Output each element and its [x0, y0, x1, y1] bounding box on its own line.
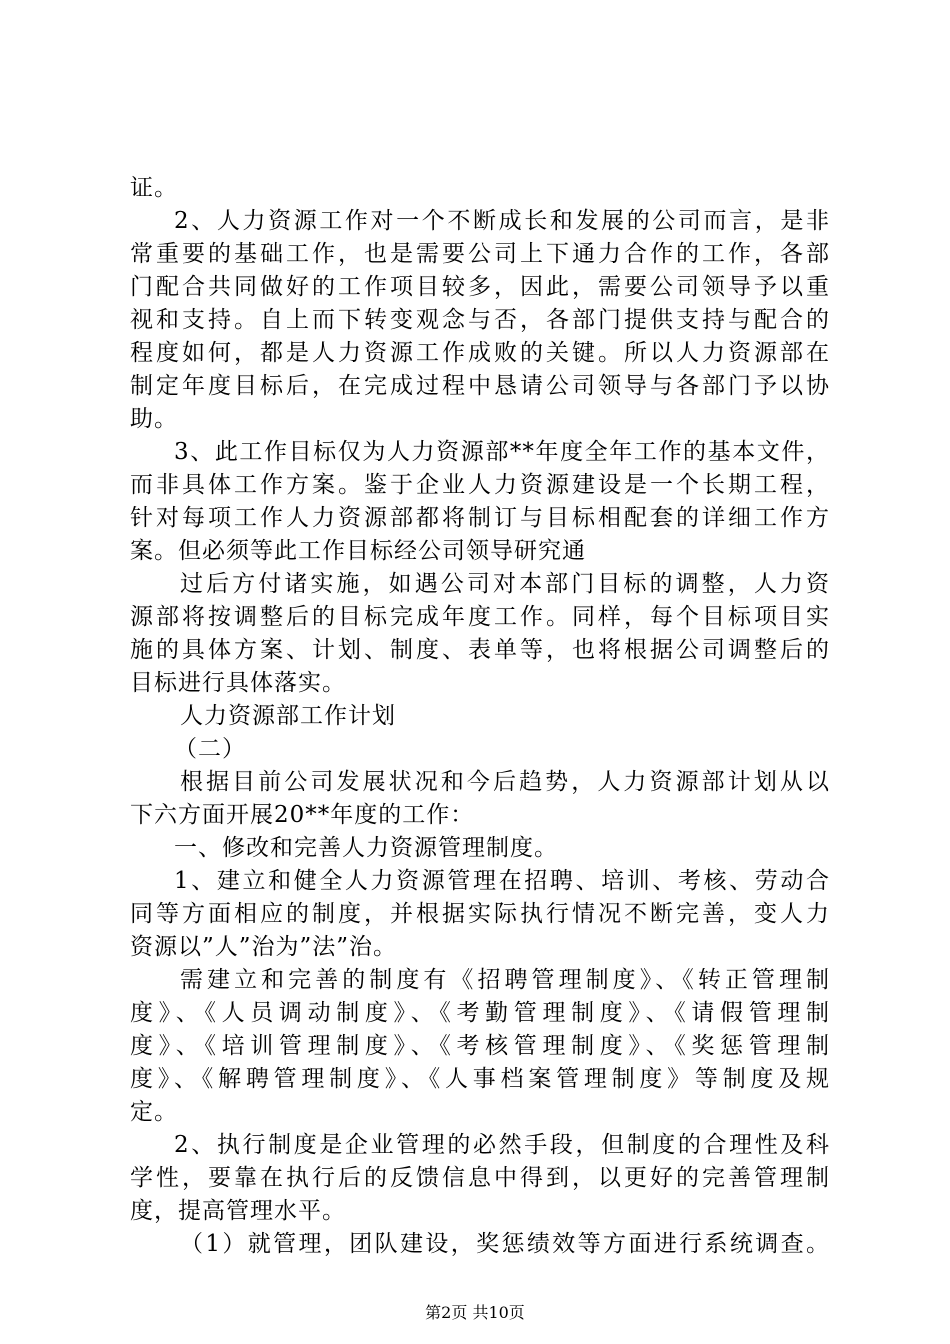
text-line: 程度如何，都是人力资源工作成败的关键。所以人力资源部在: [130, 340, 830, 366]
text-line: 度》、《解聘管理制度》、《人事档案管理制度》等制度及规: [130, 1066, 830, 1092]
text-line: 1、建立和健全人力资源管理在招聘、培训、考核、劳动合: [174, 868, 830, 894]
text-line: 制定年度目标后，在完成过程中恳请公司领导与各部门予以协: [130, 373, 830, 399]
text-line: 目标进行具体落实。: [130, 670, 346, 696]
text-line: 门配合共同做好的工作项目较多，因此，需要公司领导予以重: [130, 274, 830, 300]
text-line: 施的具体方案、计划、制度、表单等，也将根据公司调整后的: [130, 637, 830, 663]
page-footer: 第2页 共10页: [425, 1303, 525, 1322]
text-line: 资源以”人”治为”法”治。: [130, 934, 398, 960]
text-line: 根据目前公司发展状况和今后趋势，人力资源部计划从以: [180, 769, 830, 795]
text-line: 需建立和完善的制度有《招聘管理制度》、《转正管理制: [180, 967, 830, 993]
text-line: 针对每项工作人力资源部都将制订与目标相配套的详细工作方: [130, 505, 830, 531]
text-line: （1）就管理，团队建设，奖惩绩效等方面进行系统调查。: [180, 1231, 830, 1257]
text-line: 常重要的基础工作，也是需要公司上下通力合作的工作，各部: [130, 241, 830, 267]
text-line: 度》、《人员调动制度》、《考勤管理制度》、《请假管理制: [130, 1000, 830, 1026]
text-line: 助。: [130, 406, 178, 432]
text-line: 过后方付诸实施，如遇公司对本部门目标的调整，人力资: [180, 571, 830, 597]
text-line: 下六方面开展20**年度的工作：: [130, 802, 475, 828]
text-line: 3、此工作目标仅为人力资源部**年度全年工作的基本文件，: [174, 439, 830, 465]
text-line: 证。: [130, 175, 178, 201]
text-line: 源部将按调整后的目标完成年度工作。同样，每个目标项目实: [130, 604, 830, 630]
text-line: 度》、《培训管理制度》、《考核管理制度》、《奖惩管理制: [130, 1033, 830, 1059]
text-line: 2、执行制度是企业管理的必然手段，但制度的合理性及科: [174, 1132, 830, 1158]
section-heading: 人力资源部工作计划: [180, 703, 396, 729]
text-line: 一、修改和完善人力资源管理制度。: [174, 835, 558, 861]
section-subheading: （二）: [174, 736, 246, 762]
text-line: 2、人力资源工作对一个不断成长和发展的公司而言，是非: [174, 208, 830, 234]
text-line: 度，提高管理水平。: [130, 1198, 346, 1224]
text-line: 视和支持。自上而下转变观念与否，各部门提供支持与配合的: [130, 307, 830, 333]
text-line: 而非具体工作方案。鉴于企业人力资源建设是一个长期工程，: [130, 472, 830, 498]
text-line: 案。但必须等此工作目标经公司领导研究通: [130, 538, 586, 564]
text-line: 同等方面相应的制度，并根据实际执行情况不断完善，变人力: [130, 901, 830, 927]
text-line: 定。: [130, 1099, 178, 1125]
text-line: 学性，要靠在执行后的反馈信息中得到，以更好的完善管理制: [130, 1165, 830, 1191]
